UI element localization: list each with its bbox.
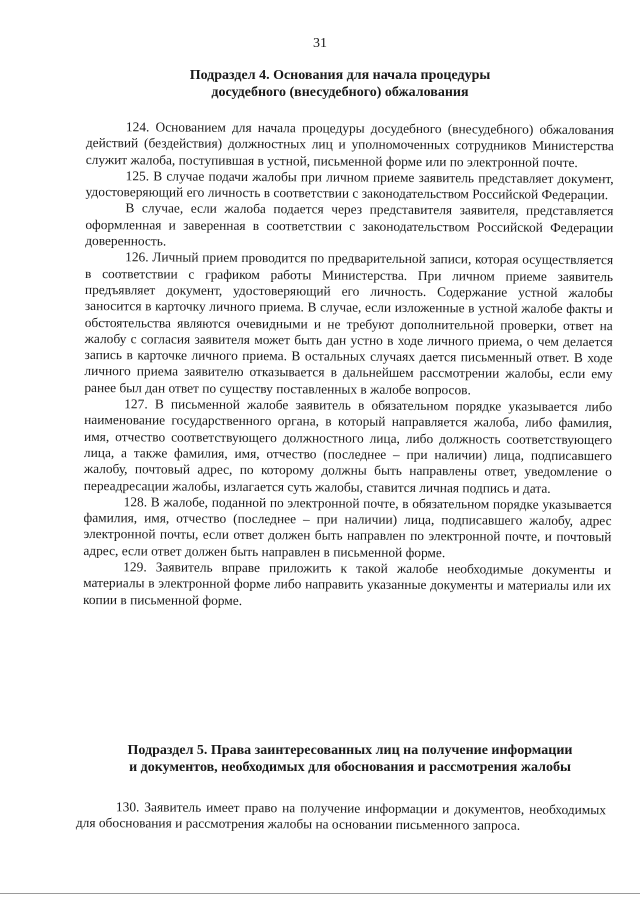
paragraph-128: 128. В жалобе, поданной по электронной почте, в обязательном порядке указывается фамилия, имя, отчество (последнее – при наличии) лица, подписавшего жалобу, адрес электронной почты, если ответ должен быть направлен по электронной почте, и почтовый адрес, если ответ должен быть направлен в письменной форме.	[83, 494, 612, 560]
section-4-body	[83, 119, 614, 611]
paragraph-126: 126. Личный прием проводится по предварительной записи, которая осуществляется в соответствии с графиком работы Министерства. При личном приеме заявитель предъявляет документ, удостоверяющий его личность. Содержание устной жалобы заносится в карточку личного приема. В случае, если изложенные в устной жалобе факты и обстоятельства являются очевидными и не требуют дополнительной проверки, ответ на жалобу с согласия заявителя может быть дан устно в ходе личного приема, о чем делается запись в карточке личного приема. В остальных случаях дается письменный ответ. В ходе личного приема заявителю отказывается в дальнейшем рассмотрении жалобы, если ему ранее был дан ответ по существу поставленных в жалобе вопросов.	[84, 249, 614, 398]
section-5-heading	[70, 742, 630, 776]
section-4-heading-line-2: досудебного (внесудебного) обжалования	[211, 85, 469, 100]
section-5-body	[76, 799, 606, 835]
paragraph-125-representative: В случае, если жалоба подается через представителя заявителя, представляется оформленная и заверенная в соответствии с законодательством Российской Федерации доверенность.	[85, 200, 614, 249]
section-4-heading	[60, 67, 620, 101]
section-5-heading-line-2: и документов, необходимых для обоснования и рассмотрения жалобы	[129, 760, 571, 775]
scan-edge-line	[0, 893, 640, 894]
paragraph-124: 124. Основанием для начала процедуры досудебного (внесудебного) обжалования действий (бездействия) должностных лиц и уполномоченных сотрудников Министерства служит жалоба, поступившая в устной, письменной форме или по электронной почте.	[85, 119, 614, 170]
paragraph-127: 127. В письменной жалобе заявитель в обязательном порядке указывается либо наименование государственного органа, в который направляется жалоба, либо фамилия, имя, отчество соответствующего должностного лица, либо должность соответствующего лица, а также фамилия, имя, отчество (последнее – при наличии) лица, подписавшего жалобу, почтовый адрес, по которому должны быть направлены ответ, уведомление о переадресации жалобы, излагается суть жалобы, ставится личная подпись и дата.	[83, 396, 613, 496]
paragraph-130: 130. Заявитель имеет право на получение информации и документов, необходимых для обоснования и рассмотрения жалобы на основании письменного запроса.	[75, 799, 606, 834]
paragraph-125: 125. В случае подачи жалобы при личном приеме заявитель представляет документ, удостоверяющий его личность в соответствии с законодательством Российской Федерации.	[85, 168, 614, 203]
section-4-heading-line-1: Подраздел 4. Основания для начала процедуры	[189, 68, 491, 83]
page-number: 31	[313, 36, 327, 51]
paragraph-129: 129. Заявитель вправе приложить к такой жалобе необходимые документы и материалы в электронной форме либо направить указанные документы и материалы или их копии в письменной форме.	[83, 559, 612, 608]
section-5-heading-line-1: Подраздел 5. Права заинтересованных лиц на получение информации	[127, 743, 573, 758]
